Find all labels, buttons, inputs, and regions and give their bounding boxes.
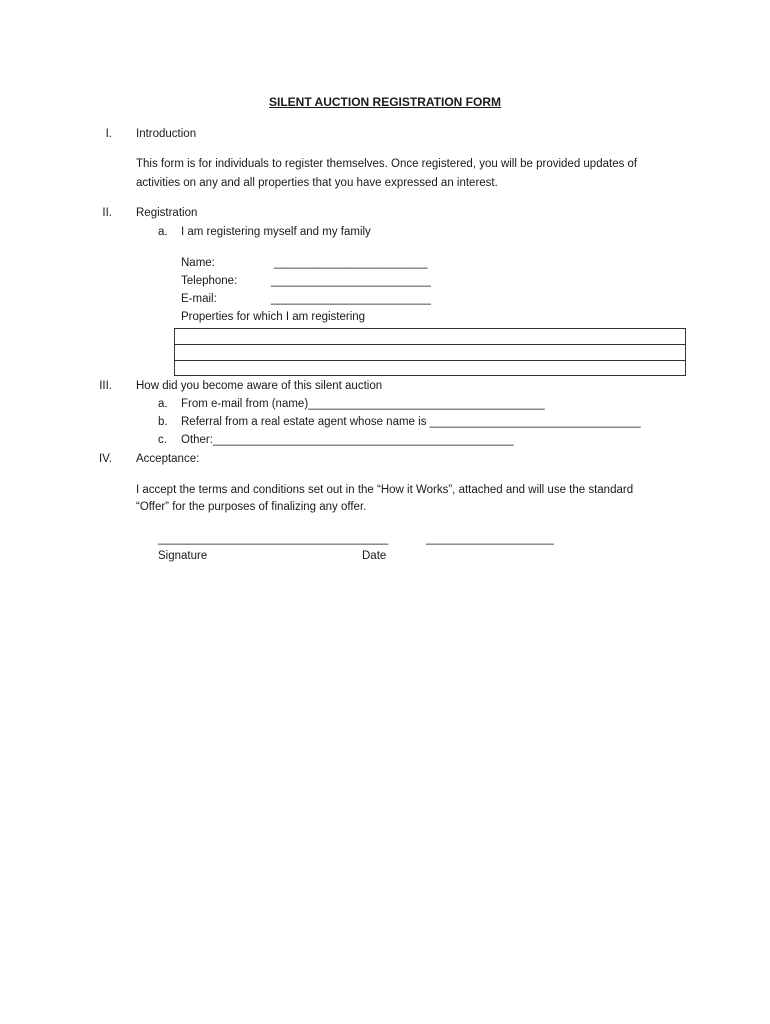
properties-table-row[interactable] bbox=[175, 345, 685, 361]
section-2-numeral: II. bbox=[102, 207, 112, 219]
section-4-heading: Acceptance: bbox=[136, 453, 200, 465]
properties-table bbox=[174, 328, 686, 376]
section-1-numeral: I. bbox=[105, 128, 112, 140]
section-1-heading: Introduction bbox=[136, 128, 197, 140]
properties-table-row[interactable] bbox=[175, 329, 685, 345]
awareness-item-b-letter: b. bbox=[158, 416, 168, 428]
properties-table-row[interactable] bbox=[175, 361, 685, 377]
telephone-field-line[interactable]: _________________________ bbox=[271, 275, 431, 287]
telephone-label: Telephone: bbox=[181, 275, 238, 287]
intro-paragraph-line-1: This form is for individuals to register themselves. Once registered, you will be provided updates of bbox=[136, 158, 638, 170]
awareness-item-a-text[interactable]: From e-mail from (name)_____________________________________ bbox=[181, 398, 545, 410]
awareness-item-c-letter: c. bbox=[158, 434, 167, 446]
date-line[interactable]: ____________________ bbox=[426, 533, 554, 545]
signature-line[interactable]: ____________________________________ bbox=[158, 533, 389, 545]
name-field-line[interactable]: ________________________ bbox=[274, 257, 428, 269]
email-field-line[interactable]: _________________________ bbox=[271, 293, 431, 305]
registration-item-a-text: I am registering myself and my family bbox=[181, 226, 371, 238]
signature-label: Signature bbox=[158, 550, 208, 562]
section-2-heading: Registration bbox=[136, 207, 198, 219]
date-label: Date bbox=[362, 550, 387, 562]
form-title: SILENT AUCTION REGISTRATION FORM bbox=[269, 95, 501, 109]
awareness-item-c-text[interactable]: Other:_______________________________________________ bbox=[181, 434, 514, 446]
section-3-numeral: III. bbox=[99, 380, 112, 392]
acceptance-paragraph-line-2: “Offer” for the purposes of finalizing any offer. bbox=[136, 501, 367, 513]
awareness-item-a-letter: a. bbox=[158, 398, 168, 410]
registration-item-a-letter: a. bbox=[158, 226, 168, 238]
awareness-item-b-text[interactable]: Referral from a real estate agent whose name is _________________________________ bbox=[181, 416, 641, 428]
acceptance-paragraph-line-1: I accept the terms and conditions set out in the “How it Works”, attached and will use the standard bbox=[136, 484, 634, 496]
name-label: Name: bbox=[181, 257, 215, 269]
email-label: E-mail: bbox=[181, 293, 217, 305]
intro-paragraph-line-2: activities on any and all properties that you have expressed an interest. bbox=[136, 177, 498, 189]
section-3-heading: How did you become aware of this silent auction bbox=[136, 380, 383, 392]
section-4-numeral: IV. bbox=[98, 453, 112, 465]
properties-label: Properties for which I am registering bbox=[181, 311, 366, 323]
